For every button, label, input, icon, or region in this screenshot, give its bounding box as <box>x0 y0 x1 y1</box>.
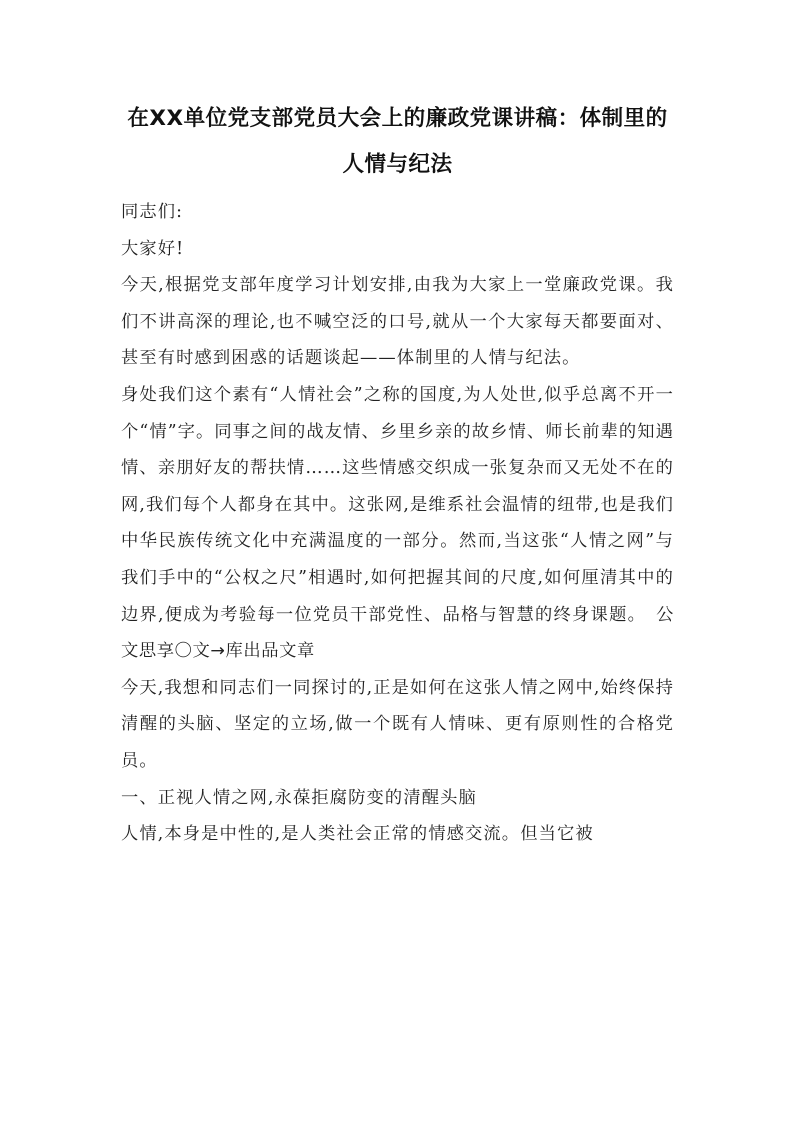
salutation: 同志们: <box>121 202 184 222</box>
document-body <box>121 194 674 853</box>
paragraph-purpose: 今天,我想和同志们一同探讨的,正是如何在这张人情之网中,始终保持清醒的头脑、坚定的立场,做一个既有人情味、更有原则性的合格党员。 <box>121 677 674 771</box>
paragraph-section-1: 人情,本身是中性的,是人类社会正常的情感交流。但当它被 <box>121 824 594 845</box>
document-title: 在XX单位党支部党员大会上的廉政党课讲稿：体制里的人情与纪法 <box>127 106 668 177</box>
document-content <box>121 96 674 853</box>
paragraph-context-text: 身处我们这个素有“人情社会”之称的国度,为人处世,似乎总离不开一个“情”字。同事之间的战友情、乡里乡亲的故乡情、师长前辈的知遇情、亲朋好友的帮扶情……这些情感交织成一张复杂而又无处不在的网,我们每个人都身在其中。这张网,是维系社会温情的纽带,也是我们中华民族传统文化中充满温度的一部分。然而,当这张“人情之网”与我们手中的“公权之尺”相遇时,如何把握其间的尺度,如何厘清其中的边界,便成为考验每一位党员干部党性、品格与智慧的终身课题。 <box>121 384 674 625</box>
paragraph-context <box>121 377 674 670</box>
paragraph-intro: 今天,根据党支部年度学习计划安排,由我为大家上一堂廉政党课。我们不讲高深的理论,也不喊空泛的口号,就从一个大家每天都要面对、甚至有时感到困惑的话题谈起——体制里的人情与纪法。 <box>121 275 674 369</box>
greeting: 大家好! <box>121 238 185 259</box>
section-heading-1: 一、正视人情之网,永葆拒腐防变的清醒头脑 <box>121 787 477 808</box>
inline-source-note: 公文思享〇文→库出品文章 <box>121 604 674 662</box>
